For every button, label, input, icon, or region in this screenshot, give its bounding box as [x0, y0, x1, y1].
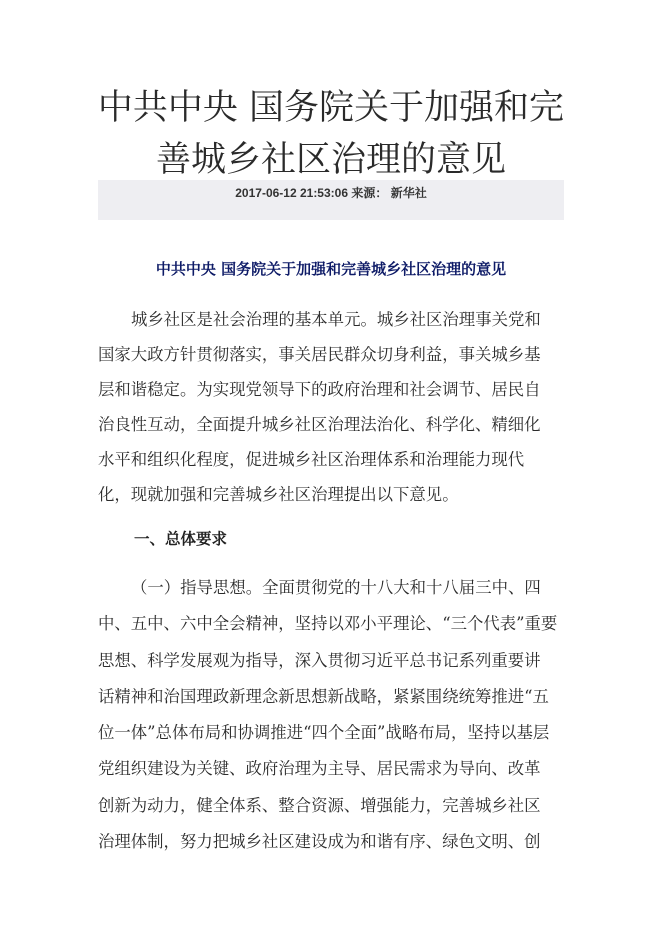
paragraph-line: 思想、科学发展观为指导，深入贯彻习近平总书记系列重要讲 [98, 650, 541, 670]
paragraph-line: 水平和组织化程度，促进城乡社区治理体系和治理能力现代 [98, 450, 525, 469]
article-subtitle: 中共中央 国务院关于加强和完善城乡社区治理的意见 [155, 260, 507, 278]
page-title-line-2: 善城乡社区治理的意见 [155, 140, 506, 180]
paragraph-line: 国家大政方针贯彻落实，事关居民群众切身利益，事关城乡基 [98, 345, 541, 364]
paragraph-line: 城乡社区是社会治理的基本单元。城乡社区治理事关党和 [131, 310, 541, 329]
paragraph-line: 治良性互动，全面提升城乡社区治理法治化、科学化、精细化 [98, 415, 541, 434]
intro-paragraph [98, 302, 564, 512]
paragraph-line: 党组织建设为关键、政府治理为主导、居民需求为导向、改革 [98, 759, 541, 779]
page-title [60, 82, 602, 186]
paragraph-line: 创新为动力，健全体系、整合资源、增强能力，完善城乡社区 [98, 795, 541, 815]
paragraph-line: 治理体制，努力把城乡社区建设成为和谐有序、绿色文明、创 [98, 832, 541, 852]
paragraph-line: （一）指导思想。全面贯彻党的十八大和十八届三中、四 [131, 578, 541, 597]
source-label: 来源： [351, 186, 388, 200]
source-value: 新华社 [390, 186, 427, 200]
paragraph-line: 化，现就加强和完善城乡社区治理提出以下意见。 [98, 485, 459, 504]
guiding-thought-paragraph [98, 570, 564, 860]
section-heading: 一、总体要求 [134, 530, 228, 548]
article-meta [0, 184, 662, 201]
paragraph-line: 话精神和治国理政新理念新思想新战略，紧紧围绕统筹推进“五 [98, 686, 549, 706]
paragraph-line: 中、五中、六中全会精神，坚持以邓小平理论、“三个代表”重要 [98, 614, 558, 634]
paragraph-line: 位一体”总体布局和协调推进“四个全面”战略布局，坚持以基层 [98, 723, 550, 743]
publish-datetime: 2017-06-12 21:53:06 [235, 186, 349, 200]
page-title-line-1: 中共中央 国务院关于加强和完 [97, 88, 565, 128]
paragraph-line: 层和谐稳定。为实现党领导下的政府治理和社会调节、居民自 [98, 380, 541, 399]
